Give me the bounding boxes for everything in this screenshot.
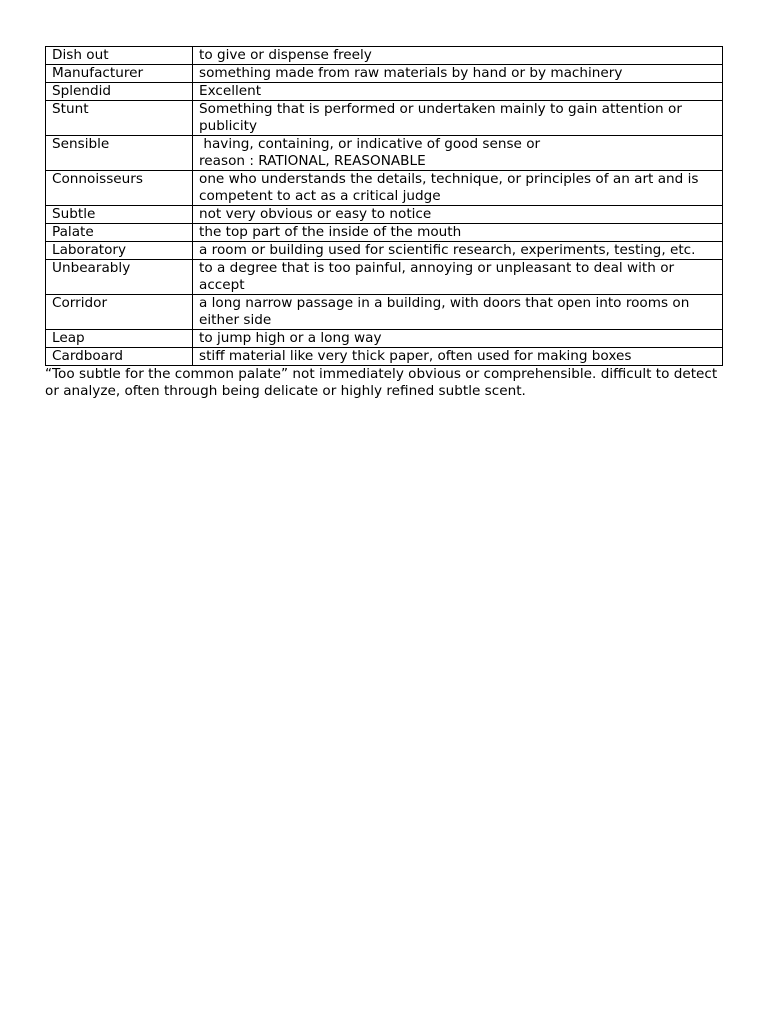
table-row [46, 330, 723, 348]
term-cell: Connoisseurs [46, 171, 193, 206]
term-cell: Leap [46, 330, 193, 348]
definition-cell: stiff material like very thick paper, often used for making boxes [193, 348, 723, 366]
term-cell: Cardboard [46, 348, 193, 366]
term-cell: Stunt [46, 101, 193, 136]
table-row [46, 171, 723, 206]
term-cell: Sensible [46, 136, 193, 171]
definition-cell: Something that is performed or undertaken mainly to gain attention or publicity [193, 101, 723, 136]
term-cell: Dish out [46, 47, 193, 65]
table-row [46, 224, 723, 242]
definition-cell: not very obvious or easy to notice [193, 206, 723, 224]
definition-cell: one who understands the details, technique, or principles of an art and is competent to act as a critical judge [193, 171, 723, 206]
definition-cell: a long narrow passage in a building, with doors that open into rooms on either side [193, 295, 723, 330]
definition-cell: Excellent [193, 83, 723, 101]
table-row [46, 242, 723, 260]
table-row [46, 83, 723, 101]
definition-cell: to give or dispense freely [193, 47, 723, 65]
term-cell: Unbearably [46, 260, 193, 295]
table-row [46, 260, 723, 295]
term-cell: Corridor [46, 295, 193, 330]
table-row [46, 136, 723, 171]
definition-cell: to jump high or a long way [193, 330, 723, 348]
table-row [46, 295, 723, 330]
term-cell: Manufacturer [46, 65, 193, 83]
vocabulary-table [45, 46, 723, 366]
document-page [45, 46, 723, 400]
term-cell: Palate [46, 224, 193, 242]
table-row [46, 65, 723, 83]
table-row [46, 348, 723, 366]
table-row [46, 47, 723, 65]
table-row [46, 206, 723, 224]
table-row [46, 101, 723, 136]
definition-cell: having, containing, or indicative of good sense or reason : RATIONAL, REASONABLE [193, 136, 723, 171]
term-cell: Subtle [46, 206, 193, 224]
vocabulary-table-body [46, 47, 723, 366]
definition-cell: something made from raw materials by hand or by machinery [193, 65, 723, 83]
footnote-paragraph: “Too subtle for the common palate” not immediately obvious or comprehensible. difficult to detect or analyze, often through being delicate or highly refined subtle scent. [45, 366, 718, 399]
term-cell: Laboratory [46, 242, 193, 260]
term-cell: Splendid [46, 83, 193, 101]
definition-cell: the top part of the inside of the mouth [193, 224, 723, 242]
definition-cell: a room or building used for scientific research, experiments, testing, etc. [193, 242, 723, 260]
definition-cell: to a degree that is too painful, annoying or unpleasant to deal with or accept [193, 260, 723, 295]
